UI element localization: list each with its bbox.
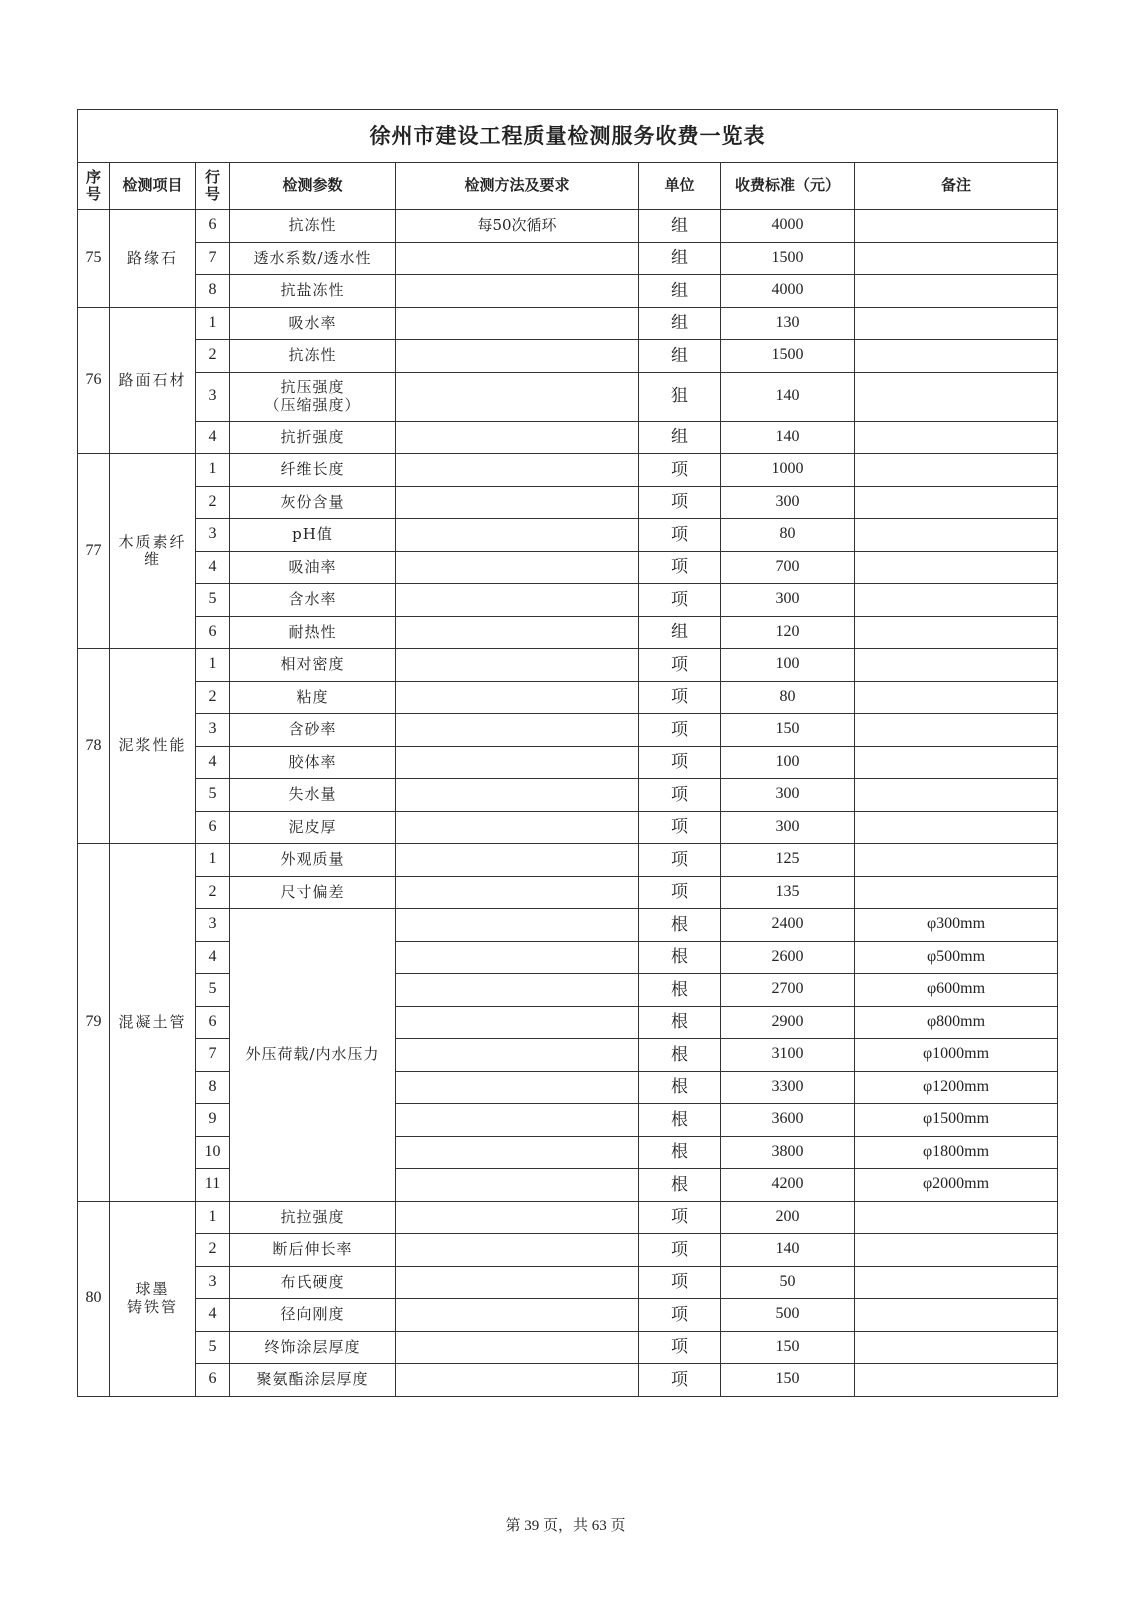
row-method [396, 340, 639, 373]
table-row [78, 746, 1058, 779]
row-fee: 1000 [721, 454, 855, 487]
row-line-no: 11 [196, 1169, 230, 1202]
header-fee: 收费标准（元） [721, 163, 855, 210]
row-param: 尺寸偏差 [230, 876, 396, 909]
row-line-no: 4 [196, 746, 230, 779]
row-line-no: 6 [196, 1364, 230, 1397]
row-method [396, 714, 639, 747]
table-row [78, 1136, 1058, 1169]
row-unit: 项 [639, 1266, 721, 1299]
row-note [855, 616, 1058, 649]
row-note [855, 372, 1058, 421]
row-note [855, 876, 1058, 909]
title-row [78, 110, 1058, 163]
row-unit: 组 [639, 340, 721, 373]
group-name [110, 1201, 196, 1396]
row-line-no: 2 [196, 486, 230, 519]
table-row [78, 844, 1058, 877]
table-row [78, 974, 1058, 1007]
group-seq: 77 [78, 454, 110, 649]
row-note [855, 714, 1058, 747]
group-name-line1: 球墨 [135, 1280, 170, 1299]
row-note: φ2000mm [855, 1169, 1058, 1202]
row-note [855, 649, 1058, 682]
group-name-line2: 维 [143, 550, 161, 568]
row-note [855, 307, 1058, 340]
row-method: 每50次循环 [396, 210, 639, 243]
row-fee: 80 [721, 681, 855, 714]
row-param: 聚氨酯涂层厚度 [230, 1364, 396, 1397]
row-method [396, 746, 639, 779]
row-fee: 2600 [721, 941, 855, 974]
row-method [396, 1331, 639, 1364]
row-method [396, 486, 639, 519]
row-line-no: 8 [196, 275, 230, 308]
table-row [78, 242, 1058, 275]
table-row [78, 649, 1058, 682]
row-note: φ800mm [855, 1006, 1058, 1039]
group-name [110, 210, 196, 308]
row-fee: 125 [721, 844, 855, 877]
row-line-no: 2 [196, 681, 230, 714]
table-row [78, 519, 1058, 552]
row-method [396, 372, 639, 421]
header-row [78, 163, 1058, 210]
row-fee: 300 [721, 486, 855, 519]
row-line-no: 3 [196, 1266, 230, 1299]
row-method [396, 941, 639, 974]
row-line-no: 5 [196, 1331, 230, 1364]
row-line-no: 1 [196, 844, 230, 877]
row-note [855, 1201, 1058, 1234]
row-fee: 300 [721, 811, 855, 844]
row-line-no: 1 [196, 1201, 230, 1234]
row-line-no: 4 [196, 421, 230, 454]
header-note: 备注 [855, 163, 1058, 210]
row-note: φ1800mm [855, 1136, 1058, 1169]
row-note [855, 844, 1058, 877]
row-note [855, 779, 1058, 812]
row-method [396, 779, 639, 812]
table-row [78, 551, 1058, 584]
row-method [396, 811, 639, 844]
row-method [396, 909, 639, 942]
row-line-no: 6 [196, 1006, 230, 1039]
row-method [396, 844, 639, 877]
load-param: 外压荷载/内水压力 [230, 909, 396, 1202]
row-line-no: 6 [196, 210, 230, 243]
table-row [78, 1039, 1058, 1072]
table-title: 徐州市建设工程质量检测服务收费一览表 [78, 110, 1058, 163]
row-fee: 140 [721, 1234, 855, 1267]
row-param: 粘度 [230, 681, 396, 714]
row-method [396, 1104, 639, 1137]
table-row [78, 1201, 1058, 1234]
row-unit: 项 [639, 519, 721, 552]
row-method [396, 242, 639, 275]
row-fee: 500 [721, 1299, 855, 1332]
row-fee: 3100 [721, 1039, 855, 1072]
row-method [396, 519, 639, 552]
row-fee: 2700 [721, 974, 855, 1007]
header-param: 检测参数 [230, 163, 396, 210]
row-method [396, 1071, 639, 1104]
row-unit: 狙 [639, 372, 721, 421]
table-row [78, 1266, 1058, 1299]
group-name [110, 649, 196, 844]
row-fee: 200 [721, 1201, 855, 1234]
header-unit: 单位 [639, 163, 721, 210]
row-note [855, 1364, 1058, 1397]
table-row [78, 1364, 1058, 1397]
row-unit: 项 [639, 1364, 721, 1397]
row-param: 抗盐冻性 [230, 275, 396, 308]
row-note [855, 584, 1058, 617]
row-method [396, 1039, 639, 1072]
row-fee: 50 [721, 1266, 855, 1299]
row-line-no: 9 [196, 1104, 230, 1137]
row-fee: 3600 [721, 1104, 855, 1137]
row-unit: 项 [639, 1234, 721, 1267]
row-note: φ1200mm [855, 1071, 1058, 1104]
row-note: φ600mm [855, 974, 1058, 1007]
table-row [78, 307, 1058, 340]
header-item: 检测项目 [110, 163, 196, 210]
row-fee: 4000 [721, 210, 855, 243]
row-fee: 150 [721, 1364, 855, 1397]
row-unit: 项 [639, 454, 721, 487]
header-method: 检测方法及要求 [396, 163, 639, 210]
row-method [396, 616, 639, 649]
row-unit: 项 [639, 811, 721, 844]
table-row [78, 210, 1058, 243]
row-unit: 项 [639, 714, 721, 747]
row-unit: 组 [639, 421, 721, 454]
row-unit: 根 [639, 1006, 721, 1039]
row-unit: 根 [639, 909, 721, 942]
row-param: 终饰涂层厚度 [230, 1331, 396, 1364]
row-line-no: 4 [196, 1299, 230, 1332]
row-fee: 1500 [721, 340, 855, 373]
row-line-no: 2 [196, 340, 230, 373]
row-unit: 根 [639, 1071, 721, 1104]
row-note [855, 1331, 1058, 1364]
row-note: φ1000mm [855, 1039, 1058, 1072]
group-name-line1: 泥浆性能 [118, 736, 187, 755]
row-fee: 1500 [721, 242, 855, 275]
table-row [78, 681, 1058, 714]
row-note [855, 746, 1058, 779]
table-row [78, 616, 1058, 649]
row-note: φ500mm [855, 941, 1058, 974]
group-name-line2: 铸铁管 [126, 1297, 178, 1316]
header-seq-top: 序 [85, 167, 101, 186]
row-note [855, 340, 1058, 373]
row-unit: 项 [639, 1201, 721, 1234]
group-name-line1: 路面石材 [118, 370, 187, 389]
row-line-no: 4 [196, 941, 230, 974]
group-seq: 80 [78, 1201, 110, 1396]
row-fee: 300 [721, 584, 855, 617]
row-line-no: 4 [196, 551, 230, 584]
header-line [196, 163, 230, 210]
row-note [855, 486, 1058, 519]
row-param: 纤维长度 [230, 454, 396, 487]
row-method [396, 421, 639, 454]
row-fee: 130 [721, 307, 855, 340]
row-method [396, 1234, 639, 1267]
table-row [78, 454, 1058, 487]
row-method [396, 307, 639, 340]
row-method [396, 649, 639, 682]
row-note [855, 519, 1058, 552]
row-method [396, 1364, 639, 1397]
row-unit: 根 [639, 941, 721, 974]
group-name-line1: 混凝土管 [118, 1012, 187, 1031]
row-fee: 150 [721, 1331, 855, 1364]
row-line-no: 6 [196, 616, 230, 649]
row-method [396, 974, 639, 1007]
row-unit: 组 [639, 275, 721, 308]
row-line-no: 1 [196, 307, 230, 340]
row-note [855, 1234, 1058, 1267]
row-note: φ300mm [855, 909, 1058, 942]
row-param: 抗冻性 [230, 340, 396, 373]
row-note [855, 242, 1058, 275]
row-line-no: 5 [196, 779, 230, 812]
table-row [78, 421, 1058, 454]
row-unit: 组 [639, 616, 721, 649]
row-unit: 项 [639, 1299, 721, 1332]
row-fee: 700 [721, 551, 855, 584]
group-seq: 79 [78, 844, 110, 1202]
row-line-no: 5 [196, 584, 230, 617]
row-param: 灰份含量 [230, 486, 396, 519]
row-fee: 3300 [721, 1071, 855, 1104]
row-param: 吸水率 [230, 307, 396, 340]
row-line-no: 3 [196, 372, 230, 421]
header-seq [78, 163, 110, 210]
row-method [396, 876, 639, 909]
row-method [396, 551, 639, 584]
row-line-no: 3 [196, 909, 230, 942]
row-fee: 120 [721, 616, 855, 649]
row-line-no: 2 [196, 876, 230, 909]
row-fee: 80 [721, 519, 855, 552]
row-unit: 项 [639, 649, 721, 682]
row-param: 失水量 [230, 779, 396, 812]
row-line-no: 7 [196, 242, 230, 275]
row-note [855, 210, 1058, 243]
row-param-line2: （压缩强度） [264, 395, 361, 414]
row-param: 泥皮厚 [230, 811, 396, 844]
row-note: φ1500mm [855, 1104, 1058, 1137]
row-fee: 140 [721, 372, 855, 421]
row-method [396, 1266, 639, 1299]
table-row [78, 714, 1058, 747]
page-footer: 第 39 页，共 63 页 [505, 1518, 626, 1534]
row-method [396, 1299, 639, 1332]
row-line-no: 5 [196, 974, 230, 1007]
table-row [78, 811, 1058, 844]
table-row [78, 275, 1058, 308]
group-name [110, 454, 196, 649]
row-line-no: 3 [196, 519, 230, 552]
row-note [855, 681, 1058, 714]
row-note [855, 1299, 1058, 1332]
row-note [855, 1266, 1058, 1299]
row-unit: 项 [639, 876, 721, 909]
row-fee: 140 [721, 421, 855, 454]
row-param [230, 372, 396, 421]
row-param: 抗拉强度 [230, 1201, 396, 1234]
row-fee: 100 [721, 746, 855, 779]
table-row [78, 1169, 1058, 1202]
row-unit: 项 [639, 584, 721, 617]
row-method [396, 454, 639, 487]
row-unit: 组 [639, 307, 721, 340]
group-seq: 78 [78, 649, 110, 844]
group-name [110, 844, 196, 1202]
row-line-no: 2 [196, 1234, 230, 1267]
header-line-bottom: 号 [204, 185, 220, 203]
row-line-no: 7 [196, 1039, 230, 1072]
row-line-no: 1 [196, 454, 230, 487]
row-fee: 2400 [721, 909, 855, 942]
row-param: 胶体率 [230, 746, 396, 779]
row-param: 外观质量 [230, 844, 396, 877]
row-fee: 2900 [721, 1006, 855, 1039]
fee-table-body [78, 110, 1058, 1397]
row-note [855, 275, 1058, 308]
row-note [855, 421, 1058, 454]
header-seq-bottom: 号 [85, 185, 101, 203]
row-param: 含水率 [230, 584, 396, 617]
row-param-line1: 抗压强度 [280, 378, 345, 397]
row-unit: 项 [639, 746, 721, 779]
row-line-no: 10 [196, 1136, 230, 1169]
row-param: 吸油率 [230, 551, 396, 584]
row-param: 断后伸长率 [230, 1234, 396, 1267]
table-row [78, 1006, 1058, 1039]
group-name-line1: 木质素纤 [118, 532, 187, 551]
group-name [110, 307, 196, 454]
row-note [855, 454, 1058, 487]
row-unit: 根 [639, 1039, 721, 1072]
row-unit: 项 [639, 779, 721, 812]
row-fee: 3800 [721, 1136, 855, 1169]
table-row [78, 1299, 1058, 1332]
row-unit: 根 [639, 974, 721, 1007]
row-line-no: 8 [196, 1071, 230, 1104]
header-line-top: 行 [204, 167, 220, 186]
group-seq: 75 [78, 210, 110, 308]
table-row [78, 941, 1058, 974]
table-row [78, 584, 1058, 617]
table-row [78, 1071, 1058, 1104]
row-param: 布氏硬度 [230, 1266, 396, 1299]
row-method [396, 1169, 639, 1202]
row-unit: 项 [639, 486, 721, 519]
row-note [855, 811, 1058, 844]
row-method [396, 584, 639, 617]
table-row [78, 909, 1058, 942]
row-unit: 项 [639, 1331, 721, 1364]
row-fee: 4000 [721, 275, 855, 308]
table-row [78, 876, 1058, 909]
row-line-no: 6 [196, 811, 230, 844]
row-method [396, 275, 639, 308]
row-line-no: 3 [196, 714, 230, 747]
row-fee: 300 [721, 779, 855, 812]
row-unit: 根 [639, 1104, 721, 1137]
row-method [396, 1006, 639, 1039]
row-fee: 4200 [721, 1169, 855, 1202]
row-param: 抗折强度 [230, 421, 396, 454]
row-method [396, 1136, 639, 1169]
row-unit: 根 [639, 1136, 721, 1169]
row-param: 相对密度 [230, 649, 396, 682]
table-row [78, 486, 1058, 519]
row-method [396, 1201, 639, 1234]
row-note [855, 551, 1058, 584]
row-unit: 组 [639, 242, 721, 275]
row-param: pH值 [230, 519, 396, 552]
row-unit: 项 [639, 844, 721, 877]
row-fee: 135 [721, 876, 855, 909]
row-fee: 100 [721, 649, 855, 682]
row-method [396, 681, 639, 714]
table-row [78, 1331, 1058, 1364]
table-row [78, 372, 1058, 421]
table-row [78, 779, 1058, 812]
row-line-no: 1 [196, 649, 230, 682]
fee-table [77, 109, 1058, 1397]
row-param: 透水系数/透水性 [230, 242, 396, 275]
row-param: 含砂率 [230, 714, 396, 747]
table-row [78, 1104, 1058, 1137]
row-fee: 150 [721, 714, 855, 747]
row-param: 抗冻性 [230, 210, 396, 243]
table-row [78, 1234, 1058, 1267]
group-name-line1: 路缘石 [126, 248, 178, 267]
group-seq: 76 [78, 307, 110, 454]
row-unit: 项 [639, 551, 721, 584]
row-param: 耐热性 [230, 616, 396, 649]
row-param: 径向刚度 [230, 1299, 396, 1332]
table-row [78, 340, 1058, 373]
row-unit: 组 [639, 210, 721, 243]
row-unit: 根 [639, 1169, 721, 1202]
row-unit: 项 [639, 681, 721, 714]
